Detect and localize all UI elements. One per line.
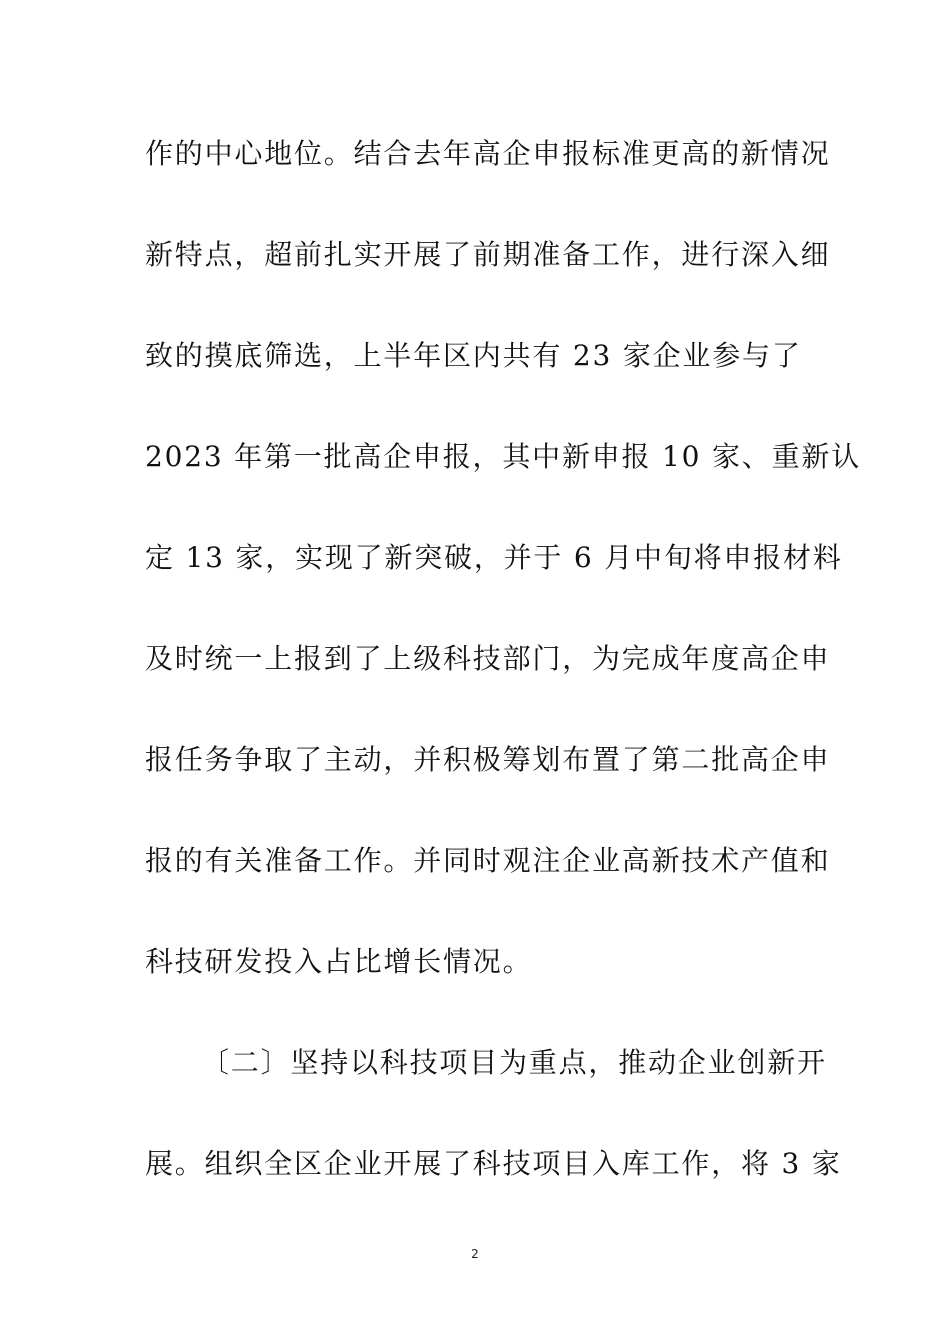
text-line: 报任务争取了主动，并积极筹划布置了第二批高企申 <box>145 743 831 776</box>
page-number: 2 <box>471 1247 479 1261</box>
text-line: 新特点，超前扎实开展了前期准备工作，进行深入细 <box>145 238 831 271</box>
text-line: 科技研发投入占比增长情况。 <box>145 945 533 978</box>
body-text <box>145 124 861 1235</box>
text-line: 作的中心地位。结合去年高企申报标准更高的新情况 <box>145 137 831 170</box>
text-line: 定 13 家，实现了新突破，并于 6 月中旬将申报材料 <box>145 541 843 574</box>
text-line: 及时统一上报到了上级科技部门，为完成年度高企申 <box>145 642 831 675</box>
text-line: 2023 年第一批高企申报，其中新申报 10 家、重新认 <box>145 440 861 473</box>
text-line: 致的摸底筛选，上半年区内共有 23 家企业参与了 <box>145 339 802 372</box>
text-line: 报的有关准备工作。并同时观注企业高新技术产值和 <box>145 844 831 877</box>
text-line: 展。组织全区企业开展了科技项目入库工作，将 3 家 <box>145 1147 842 1180</box>
section-heading-line: 〔二〕坚持以科技项目为重点，推动企业创新开 <box>201 1046 827 1079</box>
